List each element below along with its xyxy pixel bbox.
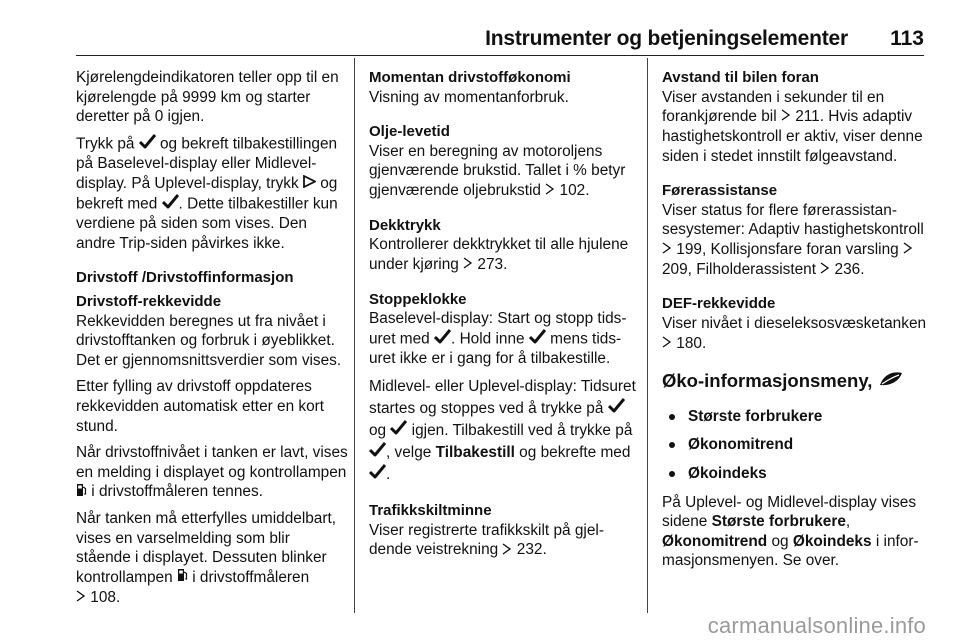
text: Kontrollerer dekktrykket til alle hjulene under kjøring: [369, 236, 629, 273]
eco-heading: [662, 369, 930, 393]
paragraph: Visning av momentanforbruk.: [369, 88, 569, 106]
play-triangle-icon: [303, 174, 316, 194]
page-reference-icon: [502, 541, 512, 561]
text: 209, Filholderassistent: [662, 260, 821, 278]
page-reference-icon: [820, 260, 830, 280]
column-divider: [354, 58, 355, 613]
text: 236.: [830, 260, 865, 278]
heading-text: Øko-informasjonsmeny,: [662, 370, 873, 392]
text: . Dette tilbakestiller kun verdiene på siden som vises. Den andre Trip-siden påvirkes ikke.: [76, 195, 338, 252]
section-heading: Dekktrykk: [369, 216, 441, 234]
paragraph: Etter fylling av drivstoff oppdateres rekkevidden automatisk etter en kort stund.: [76, 378, 325, 435]
paragraph: Kjørelengdeindikatoren teller opp til en kjørelengde på 9999 km og starter deretter på 0 igjen.: [76, 69, 339, 126]
paragraph: [369, 521, 637, 560]
page-reference-icon: [903, 240, 913, 260]
text: mens tidsuret ikke er i gang for å tilbakestille.: [369, 330, 622, 368]
text: 180.: [672, 334, 707, 352]
column-3: [662, 68, 930, 578]
section-heading: Olje-levetid: [369, 123, 450, 141]
text: Viser en beregning av motoroljens gjenværende brukstid. Tallet i % betyr gjenværende oljebrukstid: [369, 142, 626, 199]
text: .: [386, 466, 391, 484]
column-2: [369, 68, 637, 567]
section-heading: Trafikkskiltminne: [369, 502, 492, 520]
text: Baselevel-display: Start og stopp tidsuret med: [369, 310, 627, 348]
text: og bekrefte med: [514, 444, 631, 462]
check-icon: [608, 398, 625, 420]
menu-term: Økoindeks: [792, 532, 872, 550]
text: ,: [845, 513, 851, 531]
paragraph: [662, 201, 930, 280]
menu-term: Økonomitrend: [662, 532, 768, 550]
text: i drivstoffmåleren tennes.: [87, 483, 263, 501]
paragraph: [76, 443, 348, 502]
text: 108.: [86, 588, 121, 606]
section-heading: Stoppeklokke: [369, 290, 467, 308]
section-heading: Momentan drivstofføkonomi: [369, 69, 571, 86]
check-icon: [162, 194, 179, 215]
text: Når tanken må etterfylles umiddelbart, vises en varselmelding som blir stående i displayet. Dessuten blinker kontrollampen: [76, 510, 337, 586]
check-icon: [369, 442, 386, 464]
paragraph: [662, 493, 930, 571]
paragraph: [76, 134, 348, 254]
watermark: carmanualsonline.info: [707, 613, 926, 638]
section-heading: Drivstoff /Drivstoffinformasjon: [76, 269, 294, 287]
text: Når drivstoffnivået i tanken er lavt, vises en melding i displayet og kontrollampen: [76, 444, 348, 481]
page-reference-icon: [662, 334, 672, 354]
text: Viser registrerte trafikkskilt på gjeldende veistrekning: [369, 521, 604, 559]
eco-leaf-icon: [878, 369, 904, 393]
fuel-pump-icon: [76, 483, 87, 503]
list-item: Økoindeks: [662, 464, 930, 484]
paragraph: [662, 88, 930, 167]
list-item: Økonomitrend: [662, 435, 930, 455]
subsection-heading: Drivstoff-rekkevidde: [76, 293, 222, 311]
header-divider: [76, 55, 924, 56]
page-reference-icon: [463, 255, 473, 275]
text: Viser status for flere førerassistansesystemer: Adaptiv hastighetskontroll: [662, 201, 924, 239]
text: 199, Kollisjonsfare foran varsling: [672, 240, 903, 258]
paragraph: Rekkevidden beregnes ut fra nivået i drivstofftanken og forbruk i øyeblikket. Det er gjennomsnittsverdier som vises.: [76, 312, 342, 369]
text: 211. Hvis adaptiv hastighetskontroll er aktiv, viser denne siden i stedet innstilt følgeavstand.: [662, 108, 923, 165]
text: Viser avstanden i sekunder til en forankjørende bil: [662, 88, 885, 126]
text: Viser nivået i dieseleksosvæsketanken: [662, 314, 927, 332]
menu-term: Tilbakestill: [435, 444, 515, 462]
text: og bekreft tilbakestillingen på Baselevel-display eller Midlevel-display. På Uplevel-display, trykk: [76, 135, 338, 192]
column-divider: [647, 58, 648, 613]
section-heading: Førerassistanse: [662, 182, 778, 200]
text: . Hold inne: [451, 330, 529, 348]
page-title: Instrumenter og betjeningselementer: [485, 27, 848, 50]
check-icon: [390, 420, 407, 442]
paragraph: [76, 509, 348, 607]
menu-term: Største forbrukere: [711, 513, 846, 531]
text: og: [767, 532, 793, 550]
list-item: Største forbrukere: [662, 407, 930, 427]
eco-bullet-list: [662, 407, 930, 484]
text: 102.: [555, 181, 590, 199]
paragraph: [369, 235, 637, 274]
check-icon: [369, 464, 386, 486]
fuel-pump-icon: [177, 568, 188, 588]
text: i informasjonsmenyen. Se over.: [662, 532, 919, 570]
text: 232.: [512, 541, 547, 559]
text: 273.: [473, 255, 508, 273]
text: , velge: [386, 444, 436, 462]
paragraph: [369, 142, 637, 201]
text: Trykk på: [76, 135, 139, 153]
page-header: [0, 0, 960, 56]
text: På Uplevel- og Midlevel-display vises sidene: [662, 493, 917, 531]
page-reference-icon: [545, 181, 555, 201]
check-icon: [139, 134, 156, 155]
section-heading: DEF-rekkevidde: [662, 295, 776, 313]
text: igjen. Tilbakestill ved å trykke på: [407, 422, 633, 440]
paragraph: [369, 309, 637, 369]
text: Midlevel- eller Uplevel-display: Tidsuret startes og stoppes ved å trykke på: [369, 378, 636, 418]
check-icon: [434, 329, 451, 350]
paragraph: [662, 314, 930, 353]
text: og bekreft med: [76, 174, 338, 213]
page-reference-icon: [76, 588, 86, 608]
page-reference-icon: [781, 107, 791, 127]
check-icon: [529, 329, 546, 350]
text: i drivstoffmåleren: [187, 568, 310, 586]
paragraph: [369, 376, 637, 486]
text: og: [369, 422, 391, 440]
column-1: [76, 68, 348, 614]
section-heading: Avstand til bilen foran: [662, 69, 819, 86]
page-reference-icon: [662, 240, 672, 260]
page-number: 113: [890, 27, 924, 50]
